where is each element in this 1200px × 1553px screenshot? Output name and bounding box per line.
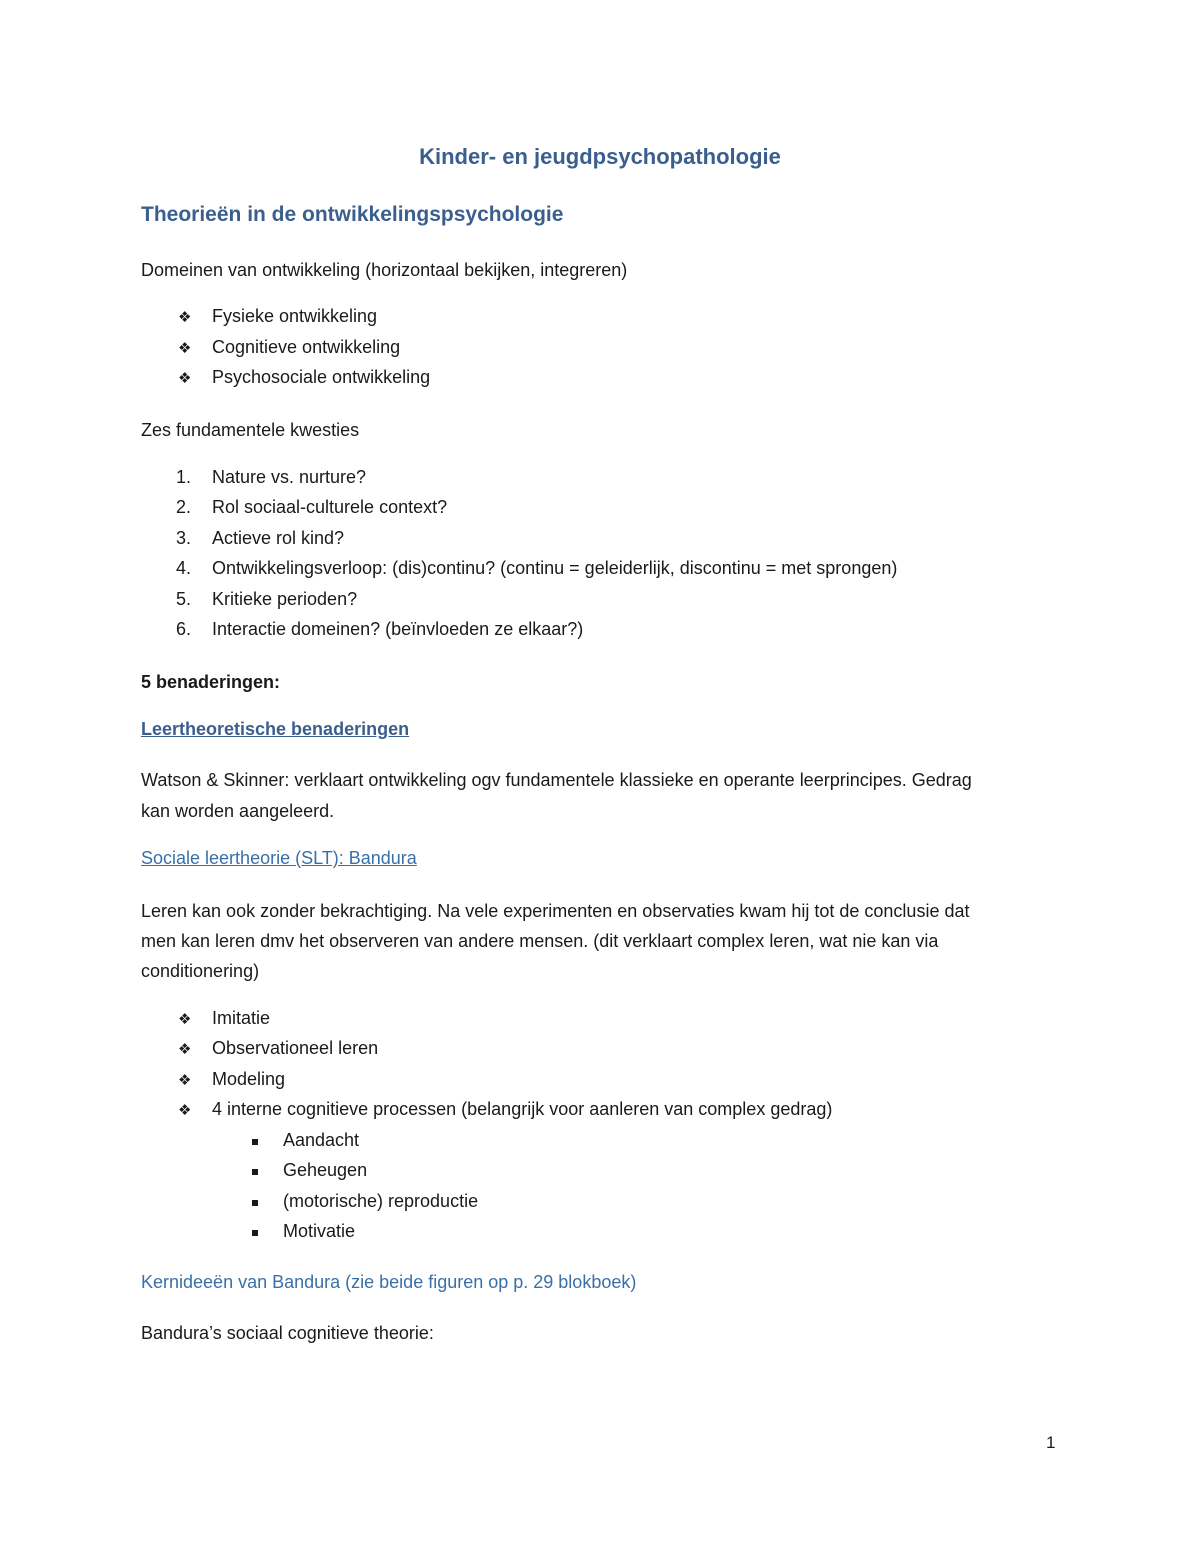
- list-item: Kritieke perioden?: [212, 589, 358, 609]
- diamond-bullet-icon: ❖: [178, 309, 192, 326]
- issues-intro: Zes fundamentele kwesties: [141, 420, 360, 440]
- list-number: 2.: [176, 497, 192, 517]
- square-bullet-icon: [252, 1169, 258, 1175]
- slt-text-line: conditionering): [141, 961, 260, 981]
- list-number: 5.: [176, 589, 192, 609]
- sub-list-item: Geheugen: [283, 1160, 368, 1180]
- diamond-bullet-icon: ❖: [178, 1072, 192, 1089]
- list-number: 6.: [176, 619, 192, 639]
- page-number: 1: [1046, 1433, 1056, 1452]
- diamond-bullet-icon: ❖: [178, 370, 192, 387]
- diamond-bullet-icon: ❖: [178, 340, 192, 357]
- sub-list-item: Aandacht: [283, 1130, 360, 1150]
- sub-list-item: Motivatie: [283, 1221, 356, 1241]
- section-heading: Theorieën in de ontwikkelingspsychologie: [141, 203, 564, 226]
- learning-text-line: kan worden aangeleerd.: [141, 801, 335, 821]
- list-number: 3.: [176, 528, 192, 548]
- approaches-label: 5 benaderingen:: [141, 672, 281, 692]
- square-bullet-icon: [252, 1139, 258, 1145]
- list-item: Cognitieve ontwikkeling: [212, 337, 401, 357]
- list-item: Fysieke ontwikkeling: [212, 306, 378, 326]
- list-item: Psychosociale ontwikkeling: [212, 367, 431, 387]
- list-item: Modeling: [212, 1069, 286, 1089]
- list-item: Rol sociaal-culturele context?: [212, 497, 448, 517]
- learning-heading: Leertheoretische benaderingen: [141, 719, 410, 739]
- diamond-bullet-icon: ❖: [178, 1041, 192, 1058]
- theory-label: Bandura’s sociaal cognitieve theorie:: [141, 1323, 434, 1343]
- list-item: Actieve rol kind?: [212, 528, 345, 548]
- list-item: Imitatie: [212, 1008, 271, 1028]
- square-bullet-icon: [252, 1200, 258, 1206]
- sub-list-item: (motorische) reproductie: [283, 1191, 479, 1211]
- list-number: 4.: [176, 558, 192, 578]
- list-item: Interactie domeinen? (beïnvloeden ze elkaar?): [212, 619, 584, 639]
- list-item: Nature vs. nurture?: [212, 467, 367, 487]
- list-item: Observationeel leren: [212, 1038, 379, 1058]
- diamond-bullet-icon: ❖: [178, 1102, 192, 1119]
- document-title: Kinder- en jeugdpsychopathologie: [419, 144, 781, 169]
- domains-intro: Domeinen van ontwikkeling (horizontaal bekijken, integreren): [141, 260, 628, 280]
- list-item: Ontwikkelingsverloop: (dis)continu? (continu = geleiderlijk, discontinu = met sprongen): [212, 558, 898, 578]
- slt-text-line: men kan leren dmv het observeren van andere mensen. (dit verklaart complex leren, wat nie kan via: [141, 931, 939, 951]
- slt-heading: Sociale leertheorie (SLT): Bandura: [141, 848, 417, 868]
- learning-text-line: Watson & Skinner: verklaart ontwikkeling ogv fundamentele klassieke en operante leerprincipes. Gedrag: [141, 770, 972, 790]
- core-ideas-heading: Kernideeën van Bandura (zie beide figuren op p. 29 blokboek): [141, 1272, 637, 1292]
- list-number: 1.: [176, 467, 192, 487]
- slt-text-line: Leren kan ook zonder bekrachtiging. Na vele experimenten en observaties kwam hij tot de conclusie dat: [141, 901, 970, 921]
- diamond-bullet-icon: ❖: [178, 1011, 192, 1028]
- list-item: 4 interne cognitieve processen (belangrijk voor aanleren van complex gedrag): [212, 1099, 833, 1119]
- square-bullet-icon: [252, 1230, 258, 1236]
